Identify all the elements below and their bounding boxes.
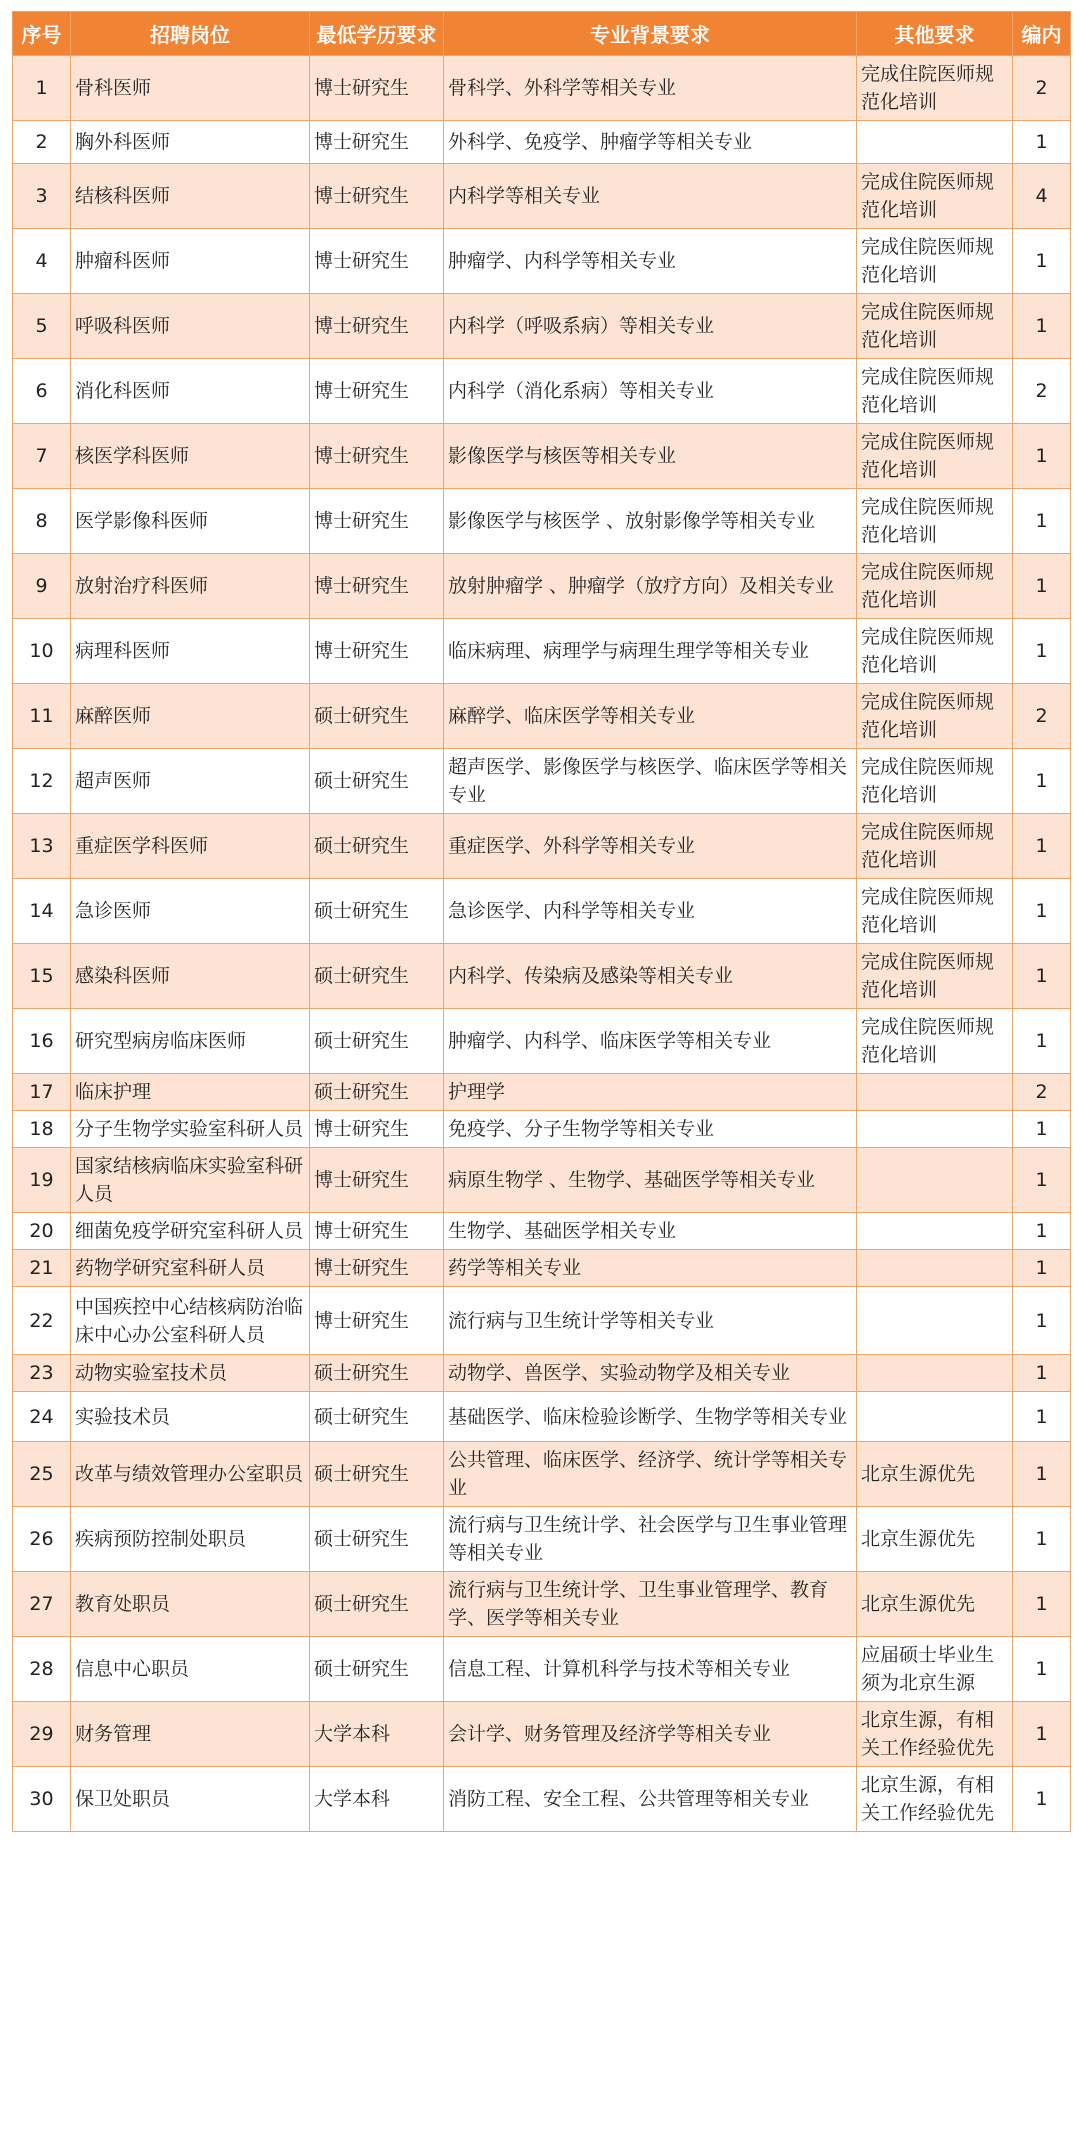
cell-major: 基础医学、临床检验诊断学、生物学等相关专业: [444, 1392, 857, 1442]
table-header-row: [13, 12, 1071, 56]
table-row: [13, 879, 1071, 944]
header-index: 序号: [13, 12, 71, 56]
cell-major: 免疫学、分子生物学等相关专业: [444, 1111, 857, 1148]
cell-education: 硕士研究生: [310, 684, 444, 749]
cell-major: 会计学、财务管理及经济学等相关专业: [444, 1702, 857, 1767]
table-row: [13, 1392, 1071, 1442]
cell-post: 肿瘤科医师: [71, 229, 310, 294]
cell-index: 19: [13, 1148, 71, 1213]
table-row: [13, 56, 1071, 121]
cell-post: 核医学科医师: [71, 424, 310, 489]
cell-other: [857, 1287, 1013, 1355]
cell-index: 16: [13, 1009, 71, 1074]
table-row: [13, 1111, 1071, 1148]
cell-index: 15: [13, 944, 71, 1009]
table-row: [13, 121, 1071, 164]
cell-major: 内科学、传染病及感染等相关专业: [444, 944, 857, 1009]
cell-other: 完成住院医师规范化培训: [857, 489, 1013, 554]
cell-other: 完成住院医师规范化培训: [857, 749, 1013, 814]
table-row: [13, 619, 1071, 684]
cell-quota: 1: [1013, 489, 1071, 554]
table-row: [13, 229, 1071, 294]
table-row: [13, 814, 1071, 879]
cell-index: 6: [13, 359, 71, 424]
cell-index: 30: [13, 1767, 71, 1832]
cell-major: 影像医学与核医学 、放射影像学等相关专业: [444, 489, 857, 554]
cell-education: 博士研究生: [310, 121, 444, 164]
cell-quota: 2: [1013, 359, 1071, 424]
cell-major: 超声医学、影像医学与核医学、临床医学等相关专业: [444, 749, 857, 814]
table-row: [13, 164, 1071, 229]
cell-other: 完成住院医师规范化培训: [857, 359, 1013, 424]
cell-education: 硕士研究生: [310, 749, 444, 814]
cell-education: 硕士研究生: [310, 1009, 444, 1074]
cell-post: 超声医师: [71, 749, 310, 814]
cell-quota: 1: [1013, 1111, 1071, 1148]
cell-other: [857, 1213, 1013, 1250]
cell-quota: 1: [1013, 1702, 1071, 1767]
cell-major: 动物学、兽医学、实验动物学及相关专业: [444, 1355, 857, 1392]
cell-quota: 1: [1013, 1442, 1071, 1507]
table-body: [13, 56, 1071, 1832]
cell-index: 13: [13, 814, 71, 879]
cell-education: 硕士研究生: [310, 1442, 444, 1507]
cell-index: 5: [13, 294, 71, 359]
cell-post: 国家结核病临床实验室科研人员: [71, 1148, 310, 1213]
cell-quota: 1: [1013, 1009, 1071, 1074]
table-row: [13, 944, 1071, 1009]
cell-index: 26: [13, 1507, 71, 1572]
cell-other: 北京生源优先: [857, 1442, 1013, 1507]
table-row: [13, 1148, 1071, 1213]
cell-post: 放射治疗科医师: [71, 554, 310, 619]
cell-other: 完成住院医师规范化培训: [857, 814, 1013, 879]
cell-quota: 1: [1013, 1287, 1071, 1355]
cell-education: 博士研究生: [310, 56, 444, 121]
cell-major: 麻醉学、临床医学等相关专业: [444, 684, 857, 749]
cell-other: 北京生源优先: [857, 1507, 1013, 1572]
cell-major: 病原生物学 、生物学、基础医学等相关专业: [444, 1148, 857, 1213]
cell-major: 临床病理、病理学与病理生理学等相关专业: [444, 619, 857, 684]
cell-other: 应届硕士毕业生须为北京生源: [857, 1637, 1013, 1702]
cell-post: 分子生物学实验室科研人员: [71, 1111, 310, 1148]
cell-education: 博士研究生: [310, 619, 444, 684]
table-row: [13, 424, 1071, 489]
cell-quota: 1: [1013, 1250, 1071, 1287]
cell-post: 胸外科医师: [71, 121, 310, 164]
cell-major: 急诊医学、内科学等相关专业: [444, 879, 857, 944]
cell-index: 2: [13, 121, 71, 164]
cell-education: 大学本科: [310, 1702, 444, 1767]
cell-quota: 1: [1013, 1637, 1071, 1702]
cell-quota: 1: [1013, 619, 1071, 684]
cell-education: 博士研究生: [310, 1250, 444, 1287]
cell-quota: 1: [1013, 749, 1071, 814]
cell-education: 博士研究生: [310, 1287, 444, 1355]
header-major: 专业背景要求: [444, 12, 857, 56]
cell-major: 放射肿瘤学 、肿瘤学（放疗方向）及相关专业: [444, 554, 857, 619]
cell-post: 感染科医师: [71, 944, 310, 1009]
cell-index: 18: [13, 1111, 71, 1148]
header-other: 其他要求: [857, 12, 1013, 56]
cell-index: 1: [13, 56, 71, 121]
cell-index: 29: [13, 1702, 71, 1767]
cell-post: 研究型病房临床医师: [71, 1009, 310, 1074]
cell-post: 财务管理: [71, 1702, 310, 1767]
cell-major: 肿瘤学、内科学、临床医学等相关专业: [444, 1009, 857, 1074]
cell-index: 24: [13, 1392, 71, 1442]
cell-index: 8: [13, 489, 71, 554]
table-row: [13, 749, 1071, 814]
cell-quota: 2: [1013, 1074, 1071, 1111]
header-post: 招聘岗位: [71, 12, 310, 56]
cell-index: 10: [13, 619, 71, 684]
cell-index: 27: [13, 1572, 71, 1637]
cell-education: 硕士研究生: [310, 1572, 444, 1637]
cell-education: 硕士研究生: [310, 1507, 444, 1572]
cell-quota: 1: [1013, 814, 1071, 879]
cell-quota: 1: [1013, 424, 1071, 489]
cell-other: [857, 1392, 1013, 1442]
cell-education: 硕士研究生: [310, 1074, 444, 1111]
cell-quota: 1: [1013, 229, 1071, 294]
cell-other: [857, 121, 1013, 164]
cell-index: 17: [13, 1074, 71, 1111]
cell-post: 急诊医师: [71, 879, 310, 944]
cell-major: 护理学: [444, 1074, 857, 1111]
cell-quota: 2: [1013, 56, 1071, 121]
cell-major: 影像医学与核医等相关专业: [444, 424, 857, 489]
cell-other: 北京生源，有相关工作经验优先: [857, 1702, 1013, 1767]
cell-index: 11: [13, 684, 71, 749]
cell-education: 硕士研究生: [310, 814, 444, 879]
cell-post: 教育处职员: [71, 1572, 310, 1637]
cell-post: 临床护理: [71, 1074, 310, 1111]
cell-index: 14: [13, 879, 71, 944]
cell-index: 23: [13, 1355, 71, 1392]
cell-post: 重症医学科医师: [71, 814, 310, 879]
cell-post: 药物学研究室科研人员: [71, 1250, 310, 1287]
cell-major: 信息工程、计算机科学与技术等相关专业: [444, 1637, 857, 1702]
cell-quota: 1: [1013, 294, 1071, 359]
cell-other: 完成住院医师规范化培训: [857, 619, 1013, 684]
cell-education: 硕士研究生: [310, 1637, 444, 1702]
cell-education: 博士研究生: [310, 359, 444, 424]
table-row: [13, 1213, 1071, 1250]
cell-quota: 1: [1013, 554, 1071, 619]
cell-major: 公共管理、临床医学、经济学、统计学等相关专业: [444, 1442, 857, 1507]
cell-other: [857, 1355, 1013, 1392]
cell-education: 博士研究生: [310, 1148, 444, 1213]
recruitment-table-container: [12, 11, 1070, 1832]
cell-post: 结核科医师: [71, 164, 310, 229]
cell-major: 流行病与卫生统计学、卫生事业管理学、教育学、医学等相关专业: [444, 1572, 857, 1637]
header-education: 最低学历要求: [310, 12, 444, 56]
cell-post: 骨科医师: [71, 56, 310, 121]
cell-post: 动物实验室技术员: [71, 1355, 310, 1392]
cell-other: 完成住院医师规范化培训: [857, 424, 1013, 489]
cell-index: 3: [13, 164, 71, 229]
cell-index: 12: [13, 749, 71, 814]
table-row: [13, 489, 1071, 554]
cell-education: 博士研究生: [310, 554, 444, 619]
cell-other: 完成住院医师规范化培训: [857, 56, 1013, 121]
cell-other: 北京生源，有相关工作经验优先: [857, 1767, 1013, 1832]
table-row: [13, 1507, 1071, 1572]
table-row: [13, 1442, 1071, 1507]
cell-major: 肿瘤学、内科学等相关专业: [444, 229, 857, 294]
cell-education: 博士研究生: [310, 229, 444, 294]
cell-major: 骨科学、外科学等相关专业: [444, 56, 857, 121]
table-row: [13, 1355, 1071, 1392]
cell-education: 博士研究生: [310, 424, 444, 489]
cell-other: 完成住院医师规范化培训: [857, 229, 1013, 294]
cell-other: [857, 1074, 1013, 1111]
cell-other: [857, 1111, 1013, 1148]
cell-other: 完成住院医师规范化培训: [857, 164, 1013, 229]
cell-post: 消化科医师: [71, 359, 310, 424]
cell-index: 21: [13, 1250, 71, 1287]
cell-quota: 1: [1013, 1213, 1071, 1250]
table-row: [13, 1287, 1071, 1355]
table-row: [13, 1250, 1071, 1287]
cell-other: 完成住院医师规范化培训: [857, 944, 1013, 1009]
cell-major: 药学等相关专业: [444, 1250, 857, 1287]
cell-major: 消防工程、安全工程、公共管理等相关专业: [444, 1767, 857, 1832]
cell-quota: 1: [1013, 1507, 1071, 1572]
cell-post: 改革与绩效管理办公室职员: [71, 1442, 310, 1507]
cell-education: 博士研究生: [310, 1213, 444, 1250]
cell-quota: 2: [1013, 684, 1071, 749]
table-row: [13, 359, 1071, 424]
cell-post: 麻醉医师: [71, 684, 310, 749]
cell-education: 硕士研究生: [310, 1392, 444, 1442]
cell-quota: 1: [1013, 1148, 1071, 1213]
table-row: [13, 294, 1071, 359]
cell-post: 细菌免疫学研究室科研人员: [71, 1213, 310, 1250]
cell-quota: 1: [1013, 1767, 1071, 1832]
cell-quota: 1: [1013, 879, 1071, 944]
cell-index: 20: [13, 1213, 71, 1250]
cell-post: 呼吸科医师: [71, 294, 310, 359]
cell-quota: 1: [1013, 1392, 1071, 1442]
table-row: [13, 1767, 1071, 1832]
table-row: [13, 1637, 1071, 1702]
cell-education: 博士研究生: [310, 294, 444, 359]
cell-major: 内科学（呼吸系病）等相关专业: [444, 294, 857, 359]
cell-post: 保卫处职员: [71, 1767, 310, 1832]
recruitment-table: [12, 11, 1071, 1832]
cell-education: 大学本科: [310, 1767, 444, 1832]
cell-education: 博士研究生: [310, 164, 444, 229]
cell-post: 病理科医师: [71, 619, 310, 684]
cell-other: [857, 1250, 1013, 1287]
cell-other: 完成住院医师规范化培训: [857, 879, 1013, 944]
cell-education: 硕士研究生: [310, 879, 444, 944]
cell-major: 流行病与卫生统计学等相关专业: [444, 1287, 857, 1355]
cell-education: 硕士研究生: [310, 1355, 444, 1392]
cell-education: 博士研究生: [310, 489, 444, 554]
table-row: [13, 1009, 1071, 1074]
table-row: [13, 684, 1071, 749]
cell-quota: 4: [1013, 164, 1071, 229]
table-row: [13, 1074, 1071, 1111]
header-quota: 编内: [1013, 12, 1071, 56]
cell-major: 生物学、基础医学相关专业: [444, 1213, 857, 1250]
cell-major: 流行病与卫生统计学、社会医学与卫生事业管理等相关专业: [444, 1507, 857, 1572]
cell-major: 重症医学、外科学等相关专业: [444, 814, 857, 879]
cell-other: 完成住院医师规范化培训: [857, 1009, 1013, 1074]
table-row: [13, 554, 1071, 619]
cell-index: 22: [13, 1287, 71, 1355]
cell-education: 硕士研究生: [310, 944, 444, 1009]
cell-major: 内科学（消化系病）等相关专业: [444, 359, 857, 424]
cell-index: 9: [13, 554, 71, 619]
cell-post: 实验技术员: [71, 1392, 310, 1442]
table-row: [13, 1572, 1071, 1637]
cell-quota: 1: [1013, 121, 1071, 164]
cell-other: 完成住院医师规范化培训: [857, 554, 1013, 619]
table-row: [13, 1702, 1071, 1767]
cell-major: 内科学等相关专业: [444, 164, 857, 229]
cell-other: [857, 1148, 1013, 1213]
cell-other: 完成住院医师规范化培训: [857, 294, 1013, 359]
cell-index: 28: [13, 1637, 71, 1702]
cell-post: 疾病预防控制处职员: [71, 1507, 310, 1572]
cell-major: 外科学、免疫学、肿瘤学等相关专业: [444, 121, 857, 164]
cell-quota: 1: [1013, 944, 1071, 1009]
cell-post: 医学影像科医师: [71, 489, 310, 554]
cell-index: 4: [13, 229, 71, 294]
cell-index: 7: [13, 424, 71, 489]
cell-post: 中国疾控中心结核病防治临床中心办公室科研人员: [71, 1287, 310, 1355]
cell-post: 信息中心职员: [71, 1637, 310, 1702]
cell-quota: 1: [1013, 1572, 1071, 1637]
cell-education: 博士研究生: [310, 1111, 444, 1148]
cell-other: 完成住院医师规范化培训: [857, 684, 1013, 749]
cell-quota: 1: [1013, 1355, 1071, 1392]
cell-other: 北京生源优先: [857, 1572, 1013, 1637]
cell-index: 25: [13, 1442, 71, 1507]
